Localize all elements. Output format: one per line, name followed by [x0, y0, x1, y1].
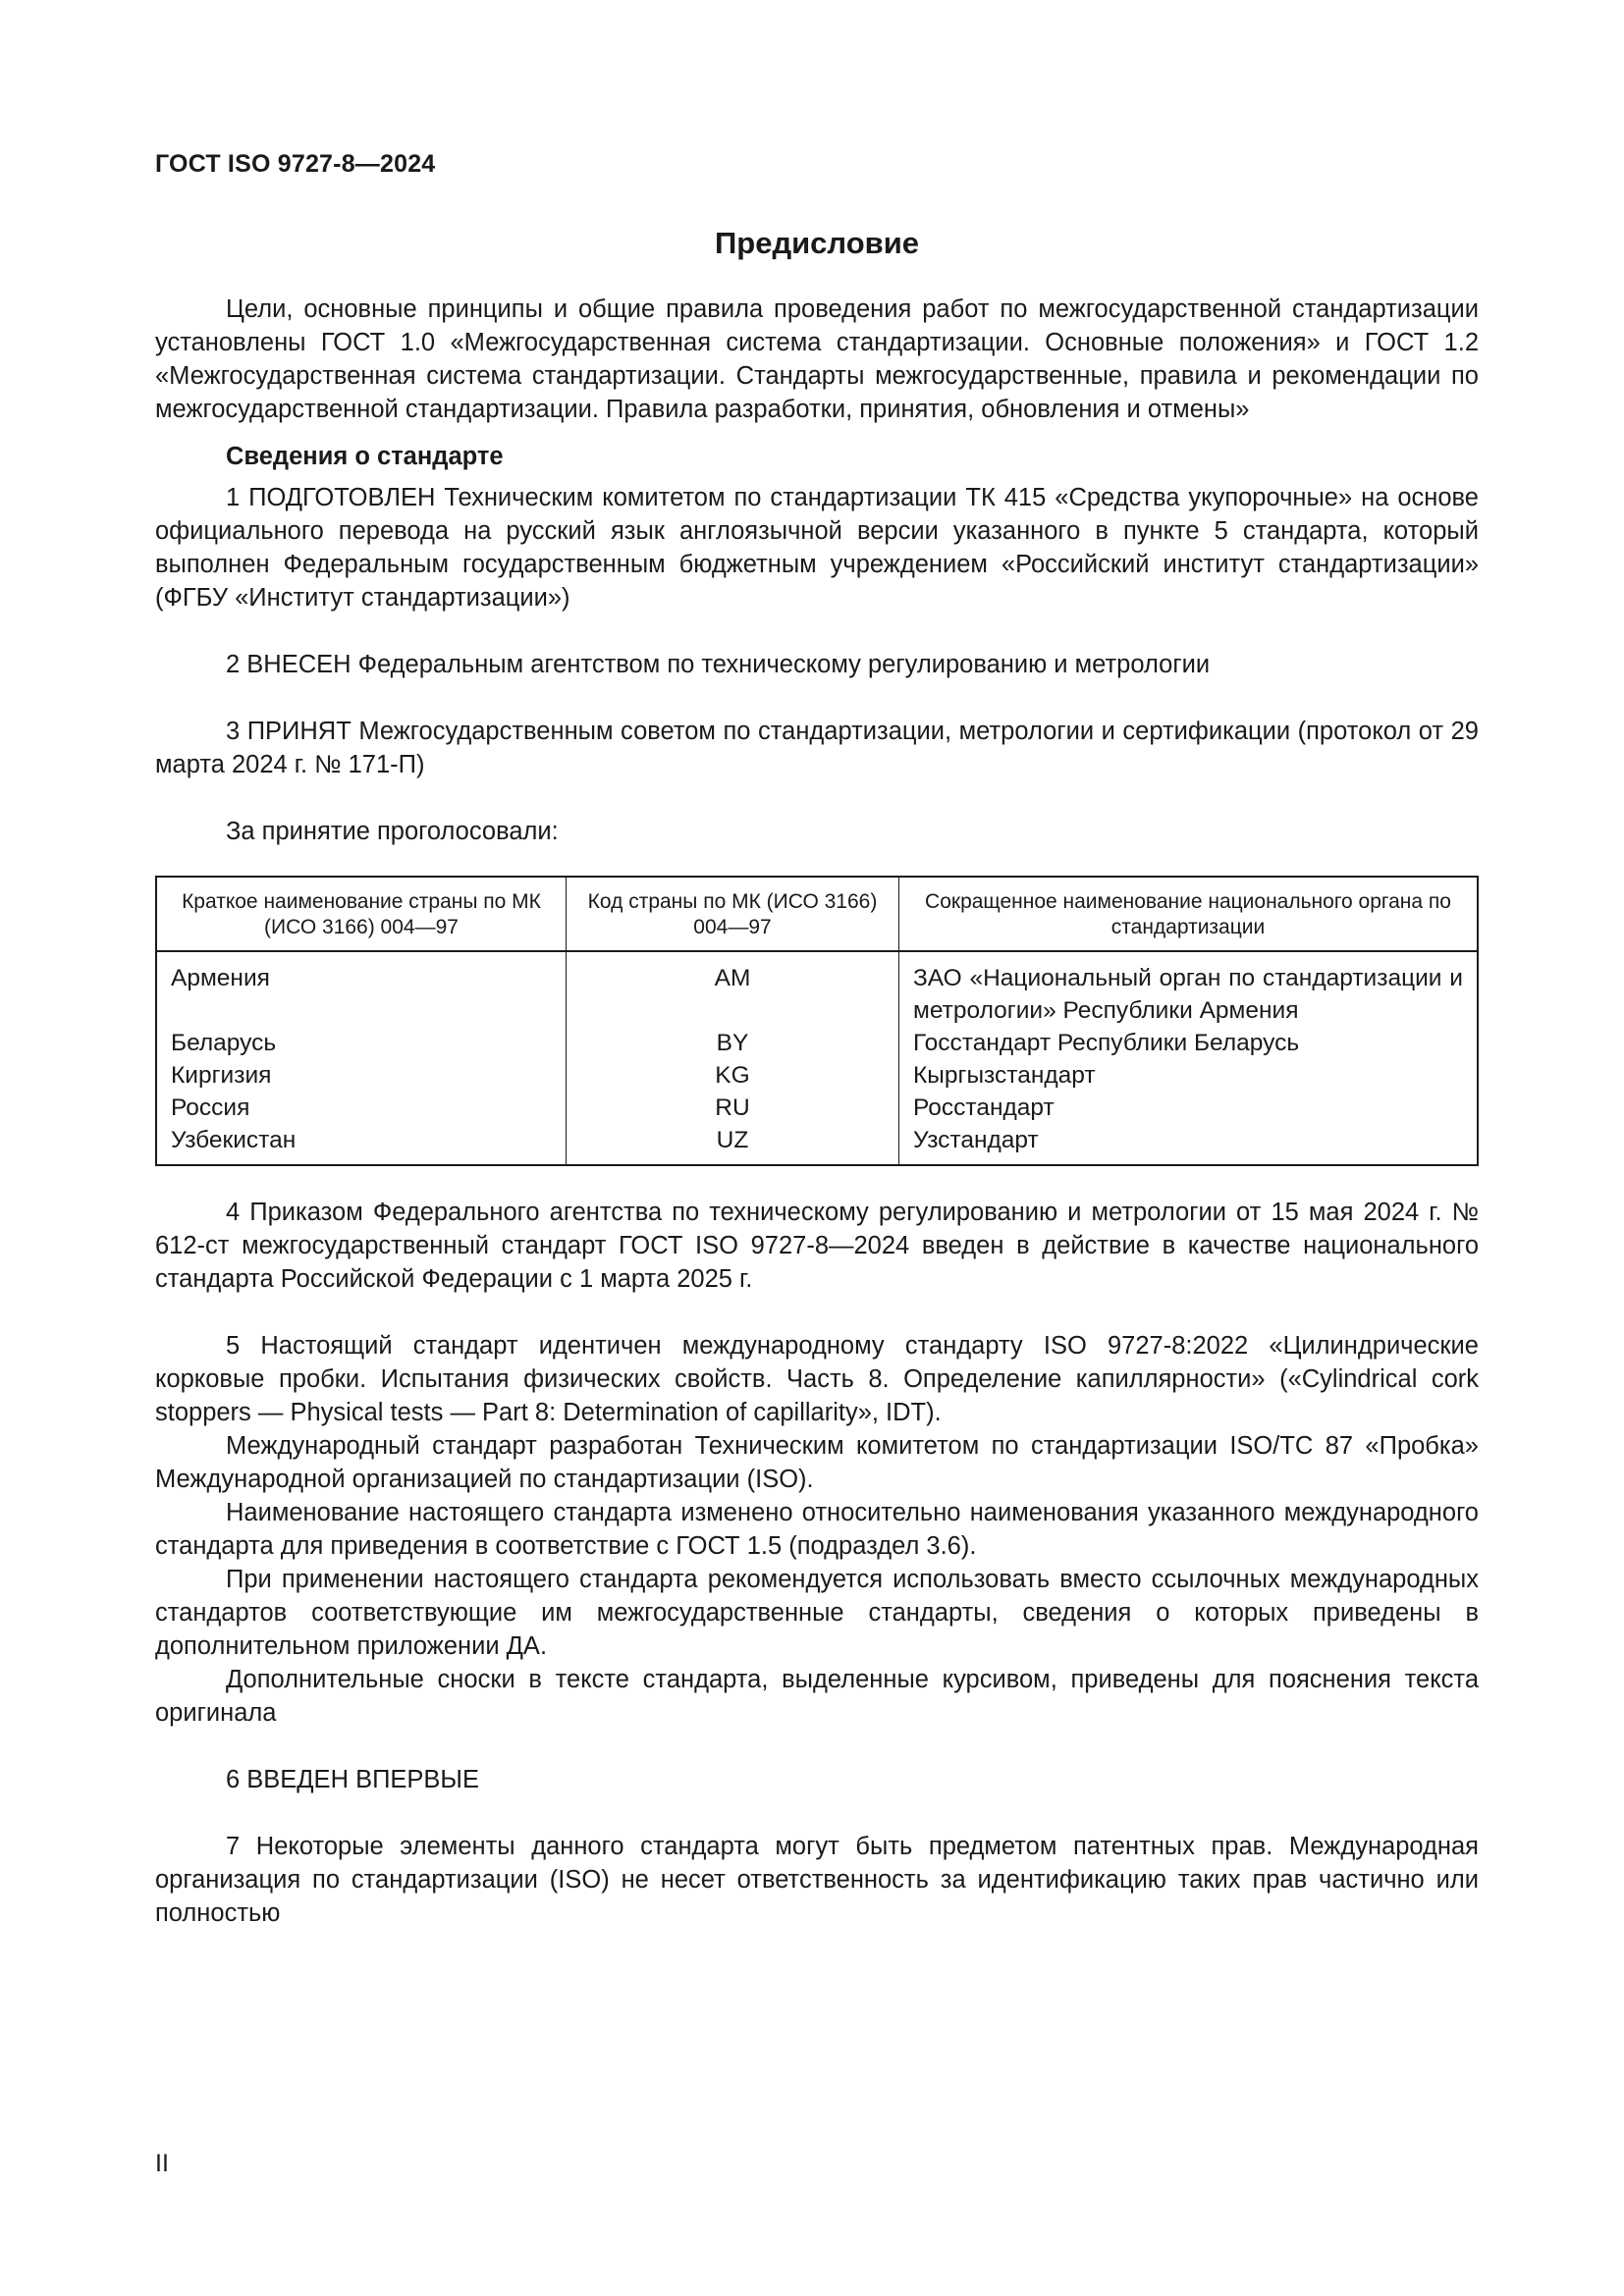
cell-body: Кыргызстандарт	[899, 1059, 1479, 1092]
cell-code: KG	[567, 1059, 899, 1092]
cell-code: BY	[567, 1027, 899, 1059]
cell-body: Росстандарт	[899, 1092, 1479, 1124]
item-7-paragraph: 7 Некоторые элементы данного стандарта могут быть предметом патентных прав. Международная организация по стандартизации (ISO) не несет ответственность за идентификацию таких прав частично или полностью	[155, 1833, 1479, 1927]
document-code-header: ГОСТ ISO 9727-8—2024	[155, 150, 436, 178]
item-5-paragraph-2: Международный стандарт разработан Техническим комитетом по стандартизации ISO/TC 87 «Пробка» Международной организацией по стандартизации (ISO).	[155, 1432, 1479, 1493]
header-national-body: Сокращенное наименование национального органа по стандартизации	[899, 877, 1479, 951]
voting-countries-table	[155, 876, 1479, 1166]
cell-body: ЗАО «Национальный орган по стандартизации и метрологии» Республики Армения	[899, 951, 1479, 1027]
item-3-paragraph: 3 ПРИНЯТ Межгосударственным советом по стандартизации, метрологии и сертификации (протокол от 29 марта 2024 г. № 171-П)	[155, 718, 1479, 778]
cell-country: Россия	[156, 1092, 567, 1124]
item-5-paragraph-3: Наименование настоящего стандарта изменено относительно наименования указанного международного стандарта для приведения в соответствие с ГОСТ 1.5 (подраздел 3.6).	[155, 1499, 1479, 1560]
cell-country: Узбекистан	[156, 1124, 567, 1165]
page-title: Предисловие	[714, 226, 919, 260]
page-number: II	[155, 2150, 169, 2177]
item-5-paragraph-4: При применении настоящего стандарта рекомендуется использовать вместо ссылочных международных стандартов соответствующие им межгосударственные стандарты, сведения о которых приведены в дополнительном приложении ДА.	[155, 1566, 1479, 1660]
cell-body: Госстандарт Республики Беларусь	[899, 1027, 1479, 1059]
foreword-content	[155, 224, 1479, 1930]
cell-country: Беларусь	[156, 1027, 567, 1059]
item-1-paragraph: 1 ПОДГОТОВЛЕН Техническим комитетом по стандартизации ТК 415 «Средства укупорочные» на основе официального перевода на русский язык англоязычной версии указанного в пункте 5 стандарта, который выполнен Федеральным государственным бюджетным учреждением «Российский институт стандартизации» (ФГБУ «Институт стандартизации»)	[155, 484, 1479, 612]
item-4-paragraph: 4 Приказом Федерального агентства по техническому регулированию и метрологии от 15 мая 2024 г. № 612-ст межгосударственный стандарт ГОСТ ISO 9727-8—2024 введен в действие в качестве национального стандарта Российской Федерации с 1 марта 2025 г.	[155, 1199, 1479, 1293]
info-heading: Сведения о стандарте	[226, 443, 504, 470]
cell-code: AM	[567, 951, 899, 1027]
cell-body: Узстандарт	[899, 1124, 1479, 1165]
table-header-row	[156, 877, 1478, 951]
item-2-paragraph: 2 ВНЕСЕН Федеральным агентством по техническому регулированию и метрологии	[226, 651, 1211, 678]
cell-code: UZ	[567, 1124, 899, 1165]
header-country-name: Краткое наименование страны по МК (ИСО 3166) 004—97	[156, 877, 567, 951]
table-row	[156, 1092, 1478, 1124]
intro-paragraph: Цели, основные принципы и общие правила проведения работ по межгосударственной стандартизации установлены ГОСТ 1.0 «Межгосударственная система стандартизации. Основные положения» и ГОСТ 1.2 «Межгосударственная система стандартизации. Стандарты межгосударственные, правила и рекомендации по межгосударственной стандартизации. Правила разработки, принятия, обновления и отмены»	[155, 295, 1479, 423]
table-row	[156, 1059, 1478, 1092]
cell-code: RU	[567, 1092, 899, 1124]
vote-intro: За принятие проголосовали:	[226, 818, 559, 845]
table-row	[156, 951, 1478, 1027]
item-6-paragraph: 6 ВВЕДЕН ВПЕРВЫЕ	[226, 1766, 480, 1793]
table-row	[156, 1027, 1478, 1059]
table-row	[156, 1124, 1478, 1165]
item-5-paragraph-5: Дополнительные сноски в тексте стандарта, выделенные курсивом, приведены для пояснения текста оригинала	[155, 1666, 1479, 1727]
item-5-paragraph-1: 5 Настоящий стандарт идентичен международному стандарту ISO 9727-8:2022 «Цилиндрические корковые пробки. Испытания физических свойств. Часть 8. Определение капиллярности» («Cylindrical cork stoppers — Physical tests — Part 8: Determination of capillarity», IDT).	[155, 1332, 1479, 1426]
cell-country: Армения	[156, 951, 567, 1027]
cell-country: Киргизия	[156, 1059, 567, 1092]
header-country-code: Код страны по МК (ИСО 3166) 004—97	[567, 877, 899, 951]
